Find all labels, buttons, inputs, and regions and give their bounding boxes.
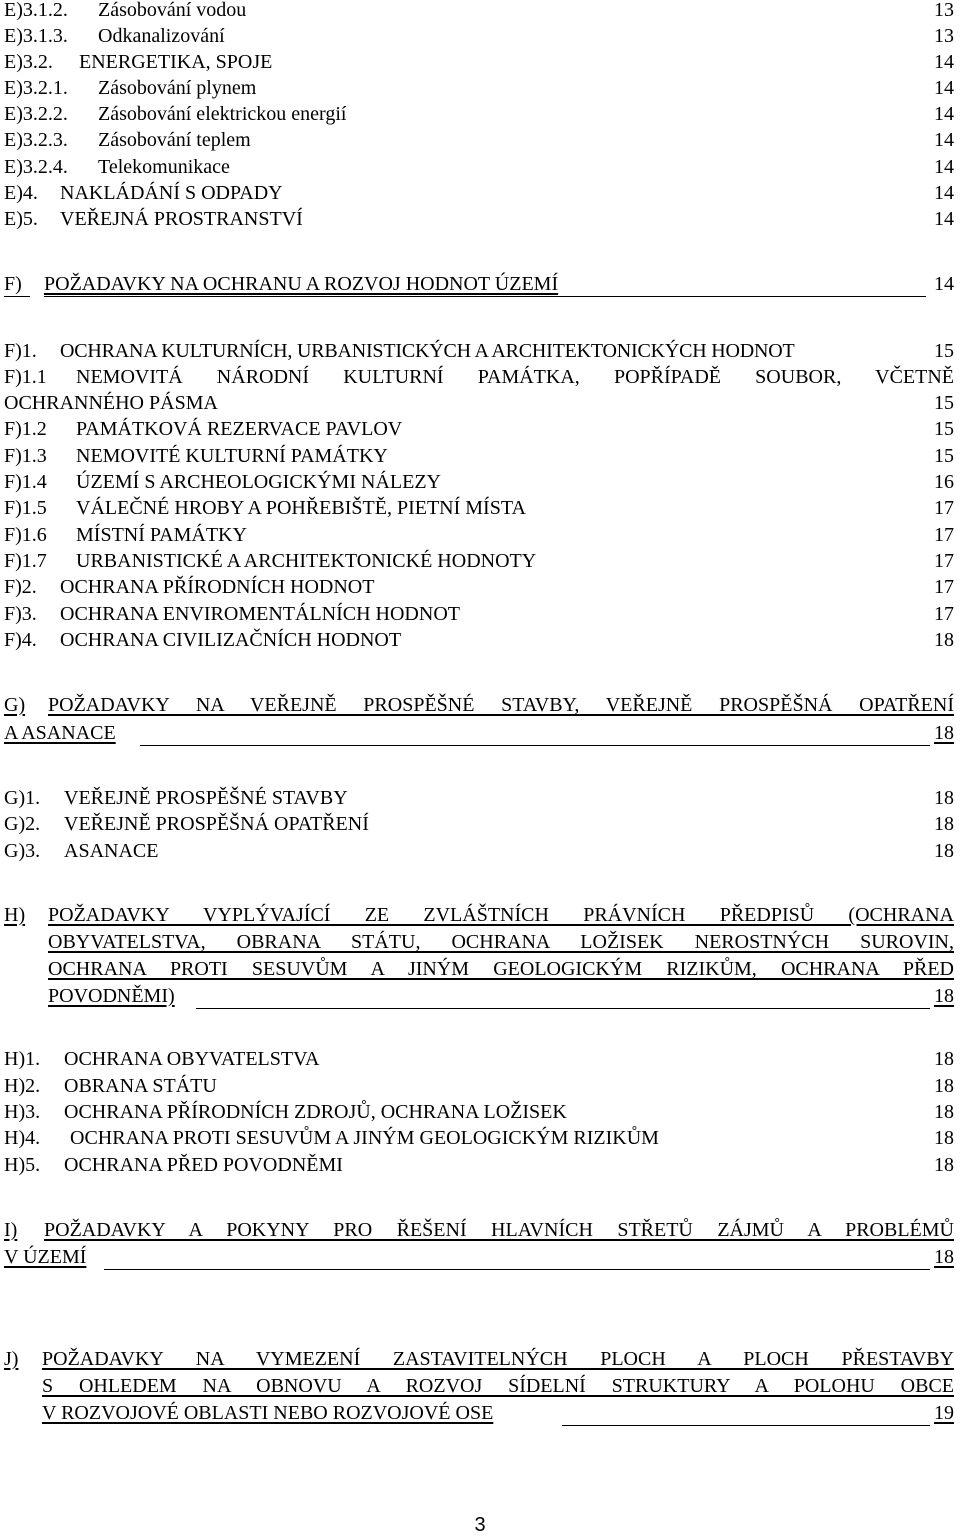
toc-code: E)3.2.4. xyxy=(4,156,68,178)
toc-code: F)1.7 xyxy=(4,550,47,572)
toc-entry[interactable] xyxy=(4,49,954,75)
toc-title: OBYVATELSTVA, OBRANA STÁTU, OCHRANA LOŽISEK NEROSTNÝCH SUROVIN, xyxy=(48,931,954,953)
toc-entry[interactable] xyxy=(4,495,954,521)
toc-entry[interactable] xyxy=(4,154,954,180)
toc-code: F)4. xyxy=(4,629,37,651)
toc-page: 18 xyxy=(934,1101,954,1123)
toc-title: NEMOVITÁ NÁRODNÍ KULTURNÍ PAMÁTKA, POPŘÍPADĚ SOUBOR, VČETNĚ xyxy=(76,366,954,388)
toc-code: F)1.4 xyxy=(4,471,47,493)
toc-page: 18 xyxy=(934,629,954,651)
toc-page: 19 xyxy=(934,1402,954,1424)
underline-rule xyxy=(4,296,30,297)
toc-entry[interactable] xyxy=(4,101,954,127)
toc-page: 14 xyxy=(934,77,954,99)
toc-page: 18 xyxy=(934,1127,954,1149)
toc-title: OCHRANA ENVIROMENTÁLNÍCH HODNOT xyxy=(60,603,460,625)
toc-section-heading[interactable] xyxy=(4,902,954,928)
toc-entry[interactable] xyxy=(4,206,954,232)
toc-title: OCHRANNÉHO PÁSMA xyxy=(4,392,218,414)
toc-page: 14 xyxy=(934,129,954,151)
toc-title: POŽADAVKY NA OCHRANU A ROZVOJ HODNOT ÚZEMÍ xyxy=(44,273,559,295)
underline-rule xyxy=(140,745,930,746)
toc-page: 14 xyxy=(934,182,954,204)
underline-rule xyxy=(196,1008,930,1009)
toc-section-heading[interactable] xyxy=(4,271,954,297)
toc-code: E)3.2. xyxy=(4,51,53,73)
toc-title: S OHLEDEM NA OBNOVU A ROZVOJ SÍDELNÍ STRUKTURY A POLOHU OBCE xyxy=(42,1375,954,1397)
toc-title: OCHRANA PROTI SESUVŮM A JINÝM GEOLOGICKÝM RIZIKŮM xyxy=(70,1127,659,1149)
underline-rule xyxy=(104,1269,930,1270)
toc-title: PAMÁTKOVÁ REZERVACE PAVLOV xyxy=(76,418,403,440)
toc-code: H) xyxy=(4,904,26,926)
page-number: 3 xyxy=(474,1514,486,1536)
toc-entry[interactable] xyxy=(4,838,954,864)
toc-code: H)1. xyxy=(4,1048,41,1070)
toc-code: E)3.2.2. xyxy=(4,103,68,125)
toc-code: H)2. xyxy=(4,1075,41,1097)
toc-entry[interactable] xyxy=(4,1099,954,1125)
toc-page: 14 xyxy=(934,51,954,73)
toc-page: 18 xyxy=(934,840,954,862)
toc-code: F)1.6 xyxy=(4,524,47,546)
toc-entry[interactable] xyxy=(4,601,954,627)
toc-title: Zásobování vodou xyxy=(98,0,247,21)
toc-entry[interactable] xyxy=(4,23,954,49)
toc-title: VÁLEČNÉ HROBY A POHŘEBIŠTĚ, PIETNÍ MÍSTA xyxy=(76,497,526,519)
toc-title: OCHRANA PROTI SESUVŮM A JINÝM GEOLOGICKÝM RIZIKŮM, OCHRANA PŘED xyxy=(48,958,954,980)
toc-entry[interactable] xyxy=(4,811,954,837)
toc-entry-continuation[interactable] xyxy=(4,390,954,416)
toc-page: 18 xyxy=(934,1154,954,1176)
toc-title: NEMOVITÉ KULTURNÍ PAMÁTKY xyxy=(76,445,388,467)
toc-page: 17 xyxy=(934,576,954,598)
toc-title: V ROZVOJOVÉ OBLASTI NEBO ROZVOJOVÉ OSE xyxy=(42,1402,494,1424)
toc-title: VEŘEJNÁ PROSTRANSTVÍ xyxy=(60,208,303,230)
toc-code: H)3. xyxy=(4,1101,41,1123)
toc-code: H)5. xyxy=(4,1154,41,1176)
toc-code: F)1.1 xyxy=(4,366,47,388)
toc-page: 17 xyxy=(934,524,954,546)
toc-entry[interactable] xyxy=(4,522,954,548)
toc-page: 18 xyxy=(934,1246,954,1268)
toc-entry[interactable] xyxy=(4,1125,954,1151)
toc-title: VEŘEJNĚ PROSPĚŠNÉ STAVBY xyxy=(64,787,348,809)
toc-page: 18 xyxy=(934,1075,954,1097)
toc-entry-continuation[interactable] xyxy=(4,720,954,746)
toc-entry[interactable] xyxy=(4,1046,954,1072)
toc-page: 13 xyxy=(934,25,954,47)
toc-title: Zásobování elektrickou energií xyxy=(98,103,347,125)
toc-page: 14 xyxy=(934,156,954,178)
toc-entry[interactable] xyxy=(4,443,954,469)
toc-entry[interactable] xyxy=(4,1152,954,1178)
toc-entry[interactable] xyxy=(4,364,954,390)
underline-rule xyxy=(44,296,926,297)
toc-page: 17 xyxy=(934,603,954,625)
toc-title: OCHRANA OBYVATELSTVA xyxy=(64,1048,320,1070)
underline-rule xyxy=(562,1425,930,1426)
toc-code: F) xyxy=(4,273,22,295)
toc-code: G)1. xyxy=(4,787,41,809)
toc-code: F)1.5 xyxy=(4,497,47,519)
toc-code: H)4. xyxy=(4,1127,41,1149)
toc-code: E)5. xyxy=(4,208,38,230)
toc-title: POVODNĚMI) xyxy=(48,985,175,1007)
toc-code: J) xyxy=(4,1348,19,1370)
toc-entry[interactable] xyxy=(4,627,954,653)
toc-title: Telekomunikace xyxy=(98,156,230,178)
toc-entry-continuation[interactable] xyxy=(42,1373,954,1399)
toc-page: 18 xyxy=(934,722,954,744)
toc-page: 16 xyxy=(934,471,954,493)
toc-title: POŽADAVKY NA VEŘEJNĚ PROSPĚŠNÉ STAVBY, VEŘEJNĚ PROSPĚŠNÁ OPATŘENÍ xyxy=(48,694,954,716)
toc-entry[interactable] xyxy=(4,469,954,495)
toc-title: ÚZEMÍ S ARCHEOLOGICKÝMI NÁLEZY xyxy=(76,471,441,493)
toc-entry-continuation[interactable] xyxy=(48,929,954,955)
toc-title: OCHRANA KULTURNÍCH, URBANISTICKÝCH A ARCHITEKTONICKÝCH HODNOT xyxy=(60,340,795,362)
toc-code: E)4. xyxy=(4,182,38,204)
toc-code: E)3.2.3. xyxy=(4,129,68,151)
toc-section-heading[interactable] xyxy=(4,1217,954,1243)
toc-page: 17 xyxy=(934,497,954,519)
toc-title: OCHRANA PŘED POVODNĚMI xyxy=(64,1154,343,1176)
toc-title: OCHRANA PŘÍRODNÍCH HODNOT xyxy=(60,576,375,598)
toc-title: POŽADAVKY A POKYNY PRO ŘEŠENÍ HLAVNÍCH STŘETŮ ZÁJMŮ A PROBLÉMŮ xyxy=(44,1219,954,1241)
toc-page: 15 xyxy=(934,418,954,440)
toc-title: POŽADAVKY VYPLÝVAJÍCÍ ZE ZVLÁŠTNÍCH PRÁVNÍCH PŘEDPISŮ (OCHRANA xyxy=(48,904,954,926)
toc-page: 13 xyxy=(934,0,954,21)
toc-entry[interactable] xyxy=(4,75,954,101)
toc-title: ENERGETIKA, SPOJE xyxy=(79,51,273,73)
toc-code: G) xyxy=(4,694,26,716)
toc-code: F)3. xyxy=(4,603,37,625)
toc-code: F)1.3 xyxy=(4,445,47,467)
toc-entry[interactable] xyxy=(4,180,954,206)
toc-title: NAKLÁDÁNÍ S ODPADY xyxy=(60,182,283,204)
toc-entry-continuation[interactable] xyxy=(42,1400,954,1426)
toc-section-heading[interactable] xyxy=(4,692,954,718)
toc-code: G)3. xyxy=(4,840,41,862)
toc-page: 18 xyxy=(934,813,954,835)
toc-code: F)1. xyxy=(4,340,37,362)
toc-code: F)1.2 xyxy=(4,418,47,440)
toc-title: ASANACE xyxy=(64,840,159,862)
toc-code: E)3.1.3. xyxy=(4,25,68,47)
toc-title: Odkanalizování xyxy=(98,25,225,47)
toc-entry-continuation[interactable] xyxy=(48,956,954,982)
toc-code: E)3.1.2. xyxy=(4,0,68,21)
toc-title: URBANISTICKÉ A ARCHITEKTONICKÉ HODNOTY xyxy=(76,550,537,572)
toc-code: G)2. xyxy=(4,813,41,835)
toc-entry[interactable] xyxy=(4,785,954,811)
toc-page: 14 xyxy=(934,273,954,295)
toc-page: 18 xyxy=(934,985,954,1007)
toc-page: 15 xyxy=(934,445,954,467)
toc-entry[interactable] xyxy=(4,127,954,153)
toc-title: OBRANA STÁTU xyxy=(64,1075,217,1097)
toc-title: OCHRANA PŘÍRODNÍCH ZDROJŮ, OCHRANA LOŽISEK xyxy=(64,1101,567,1123)
toc-entry[interactable] xyxy=(4,548,954,574)
toc-title: POŽADAVKY NA VYMEZENÍ ZASTAVITELNÝCH PLOCH A PLOCH PŘESTAVBY xyxy=(42,1348,954,1370)
toc-title: V ÚZEMÍ xyxy=(4,1246,87,1268)
toc-section-heading[interactable] xyxy=(4,1346,954,1372)
toc-page: 14 xyxy=(934,208,954,230)
toc-entry-continuation[interactable] xyxy=(48,983,954,1009)
toc-code: E)3.2.1. xyxy=(4,77,68,99)
toc-page: 15 xyxy=(934,392,954,414)
toc-title: MÍSTNÍ PAMÁTKY xyxy=(76,524,247,546)
toc-entry[interactable] xyxy=(4,416,954,442)
toc-entry[interactable] xyxy=(4,1073,954,1099)
toc-entry-continuation[interactable] xyxy=(4,1244,954,1270)
toc-title: A ASANACE xyxy=(4,722,116,744)
toc-title: Zásobování plynem xyxy=(98,77,257,99)
toc-entry[interactable] xyxy=(4,574,954,600)
toc-entry[interactable] xyxy=(4,338,954,364)
toc-title: Zásobování teplem xyxy=(98,129,251,151)
toc-page: 15 xyxy=(934,340,954,362)
toc-title: OCHRANA CIVILIZAČNÍCH HODNOT xyxy=(60,629,402,651)
toc-entry[interactable] xyxy=(4,0,954,23)
toc-page: 18 xyxy=(934,1048,954,1070)
toc-page: 18 xyxy=(934,787,954,809)
toc-title: VEŘEJNĚ PROSPĚŠNÁ OPATŘENÍ xyxy=(64,813,369,835)
toc-page: 14 xyxy=(934,103,954,125)
toc-code: F)2. xyxy=(4,576,37,598)
toc-page: 17 xyxy=(934,550,954,572)
toc-code: I) xyxy=(4,1219,18,1241)
